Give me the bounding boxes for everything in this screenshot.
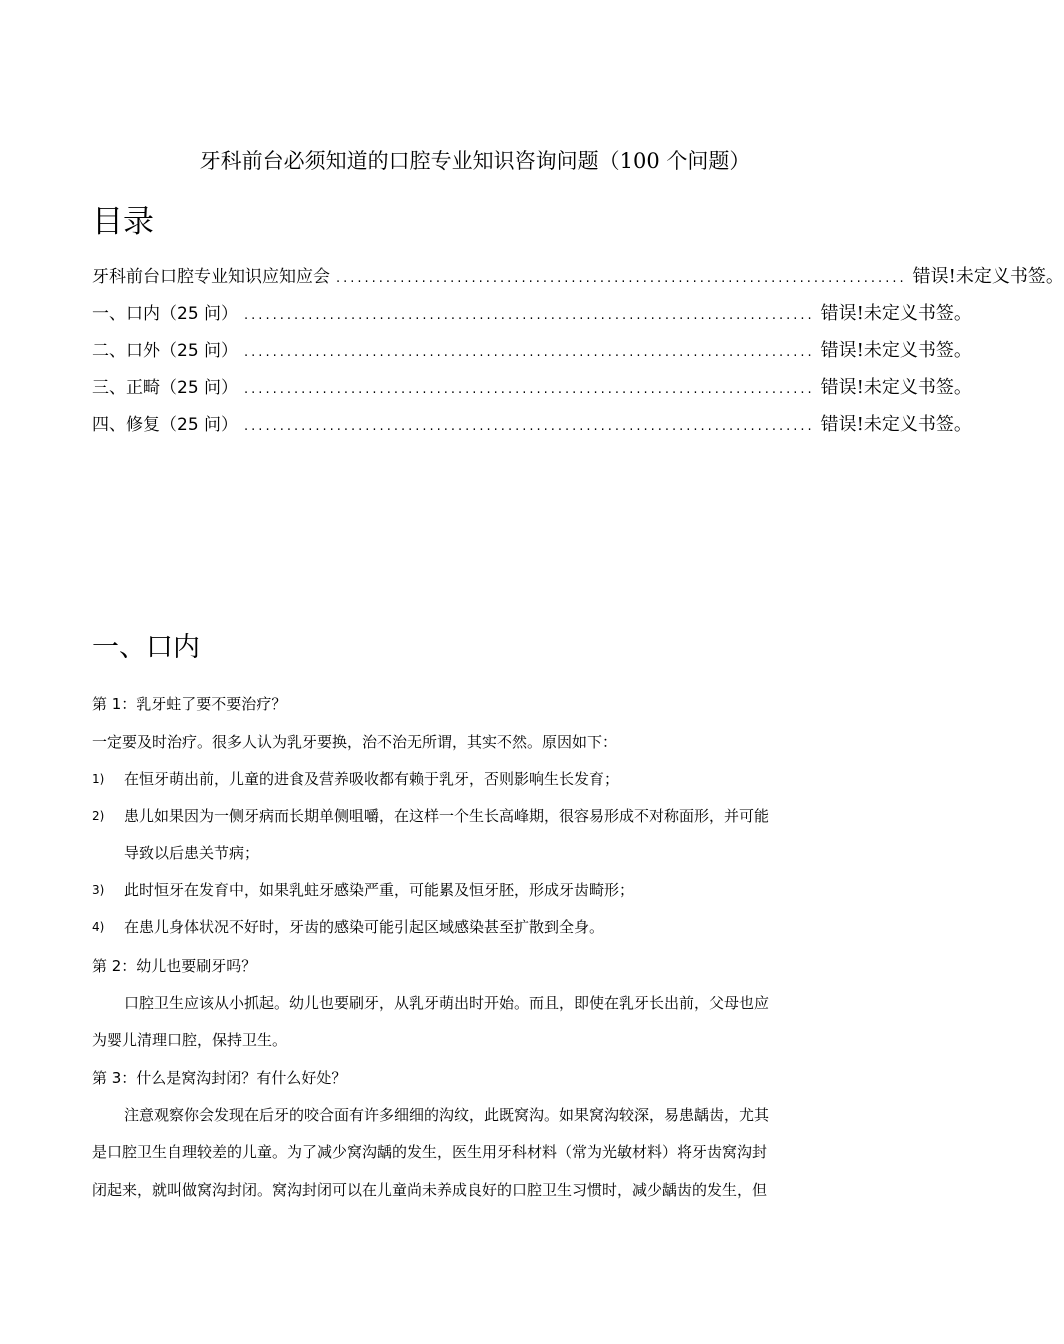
question-heading: 第 2：幼儿也要刷牙吗？ <box>92 957 257 975</box>
question-heading: 第 3：什么是窝沟封闭？有什么好处？ <box>92 1069 347 1087</box>
toc-entry[interactable] <box>92 264 1064 290</box>
list-number: 3) <box>92 883 105 897</box>
toc-leader-dots: ................................................................................ <box>244 345 815 360</box>
toc-leader-dots: ................................................................................ <box>244 308 815 323</box>
toc-entry[interactable] <box>92 301 972 327</box>
toc-entry-label: 牙科前台口腔专业知识应知应会 <box>92 267 330 287</box>
toc-entry-page: 错误!未定义书签。 <box>820 414 972 435</box>
list-item-text: 在患儿身体状况不好时，牙齿的感染可能引起区域感染甚至扩散到全身。 <box>124 918 605 936</box>
toc-entry[interactable] <box>92 338 972 364</box>
list-number: 1) <box>92 772 105 786</box>
section-heading: 一、口内 <box>92 632 200 663</box>
list-number: 4) <box>92 920 105 934</box>
toc-leader-dots: ................................................................................ <box>244 382 815 397</box>
toc-entry-label: 四、修复（25 问） <box>92 415 239 435</box>
list-item-text: 患儿如果因为一侧牙病而长期单侧咀嚼，在这样一个生长高峰期，很容易形成不对称面形，并可能 <box>124 807 770 825</box>
paragraph-line: 口腔卫生应该从小抓起。幼儿也要刷牙，从乳牙萌出时开始。而且，即使在乳牙长出前，父母也应 <box>124 994 770 1012</box>
list-number: 2) <box>92 809 105 823</box>
paragraph-line: 闭起来，就叫做窝沟封闭。窝沟封闭可以在儿童尚未养成良好的口腔卫生习惯时，减少龋齿的发生，但 <box>92 1181 768 1199</box>
toc-entry-page: 错误!未定义书签。 <box>912 266 1064 287</box>
toc-entry-page: 错误!未定义书签。 <box>820 377 972 398</box>
paragraph-line: 注意观察你会发现在后牙的咬合面有许多细细的沟纹，此既窝沟。如果窝沟较深，易患龋齿，尤其 <box>124 1106 770 1124</box>
document-title: 牙科前台必须知道的口腔专业知识咨询问题（100 个问题） <box>199 149 751 173</box>
list-item-text: 在恒牙萌出前，儿童的进食及营养吸收都有赖于乳牙，否则影响生长发育； <box>124 770 620 788</box>
toc-entry-page: 错误!未定义书签。 <box>820 303 972 324</box>
paragraph-line: 是口腔卫生自理较差的儿童。为了减少窝沟龋的发生，医生用牙科材料（常为光敏材料）将牙齿窝沟封 <box>92 1143 768 1161</box>
question-heading: 第 1：乳牙蛀了要不要治疗？ <box>92 695 287 713</box>
paragraph-line: 为婴儿清理口腔，保持卫生。 <box>92 1031 288 1049</box>
list-item-text: 此时恒牙在发育中，如果乳蛀牙感染严重，可能累及恒牙胚，形成牙齿畸形； <box>124 881 635 899</box>
toc-entry-label: 一、口内（25 问） <box>92 304 239 324</box>
toc-entry-page: 错误!未定义书签。 <box>820 340 972 361</box>
answer-intro: 一定要及时治疗。很多人认为乳牙要换，治不治无所谓，其实不然。原因如下： <box>92 733 618 751</box>
list-item-text: 导致以后患关节病； <box>124 844 260 862</box>
toc-leader-dots: ................................................................................ <box>244 419 815 434</box>
toc-heading: 目录 <box>92 204 154 240</box>
toc-entry-label: 三、正畸（25 问） <box>92 378 239 398</box>
toc-entry[interactable] <box>92 412 972 438</box>
toc-entry-label: 二、口外（25 问） <box>92 341 239 361</box>
toc-entry[interactable] <box>92 375 972 401</box>
toc-leader-dots: ................................................................................ <box>336 271 907 286</box>
